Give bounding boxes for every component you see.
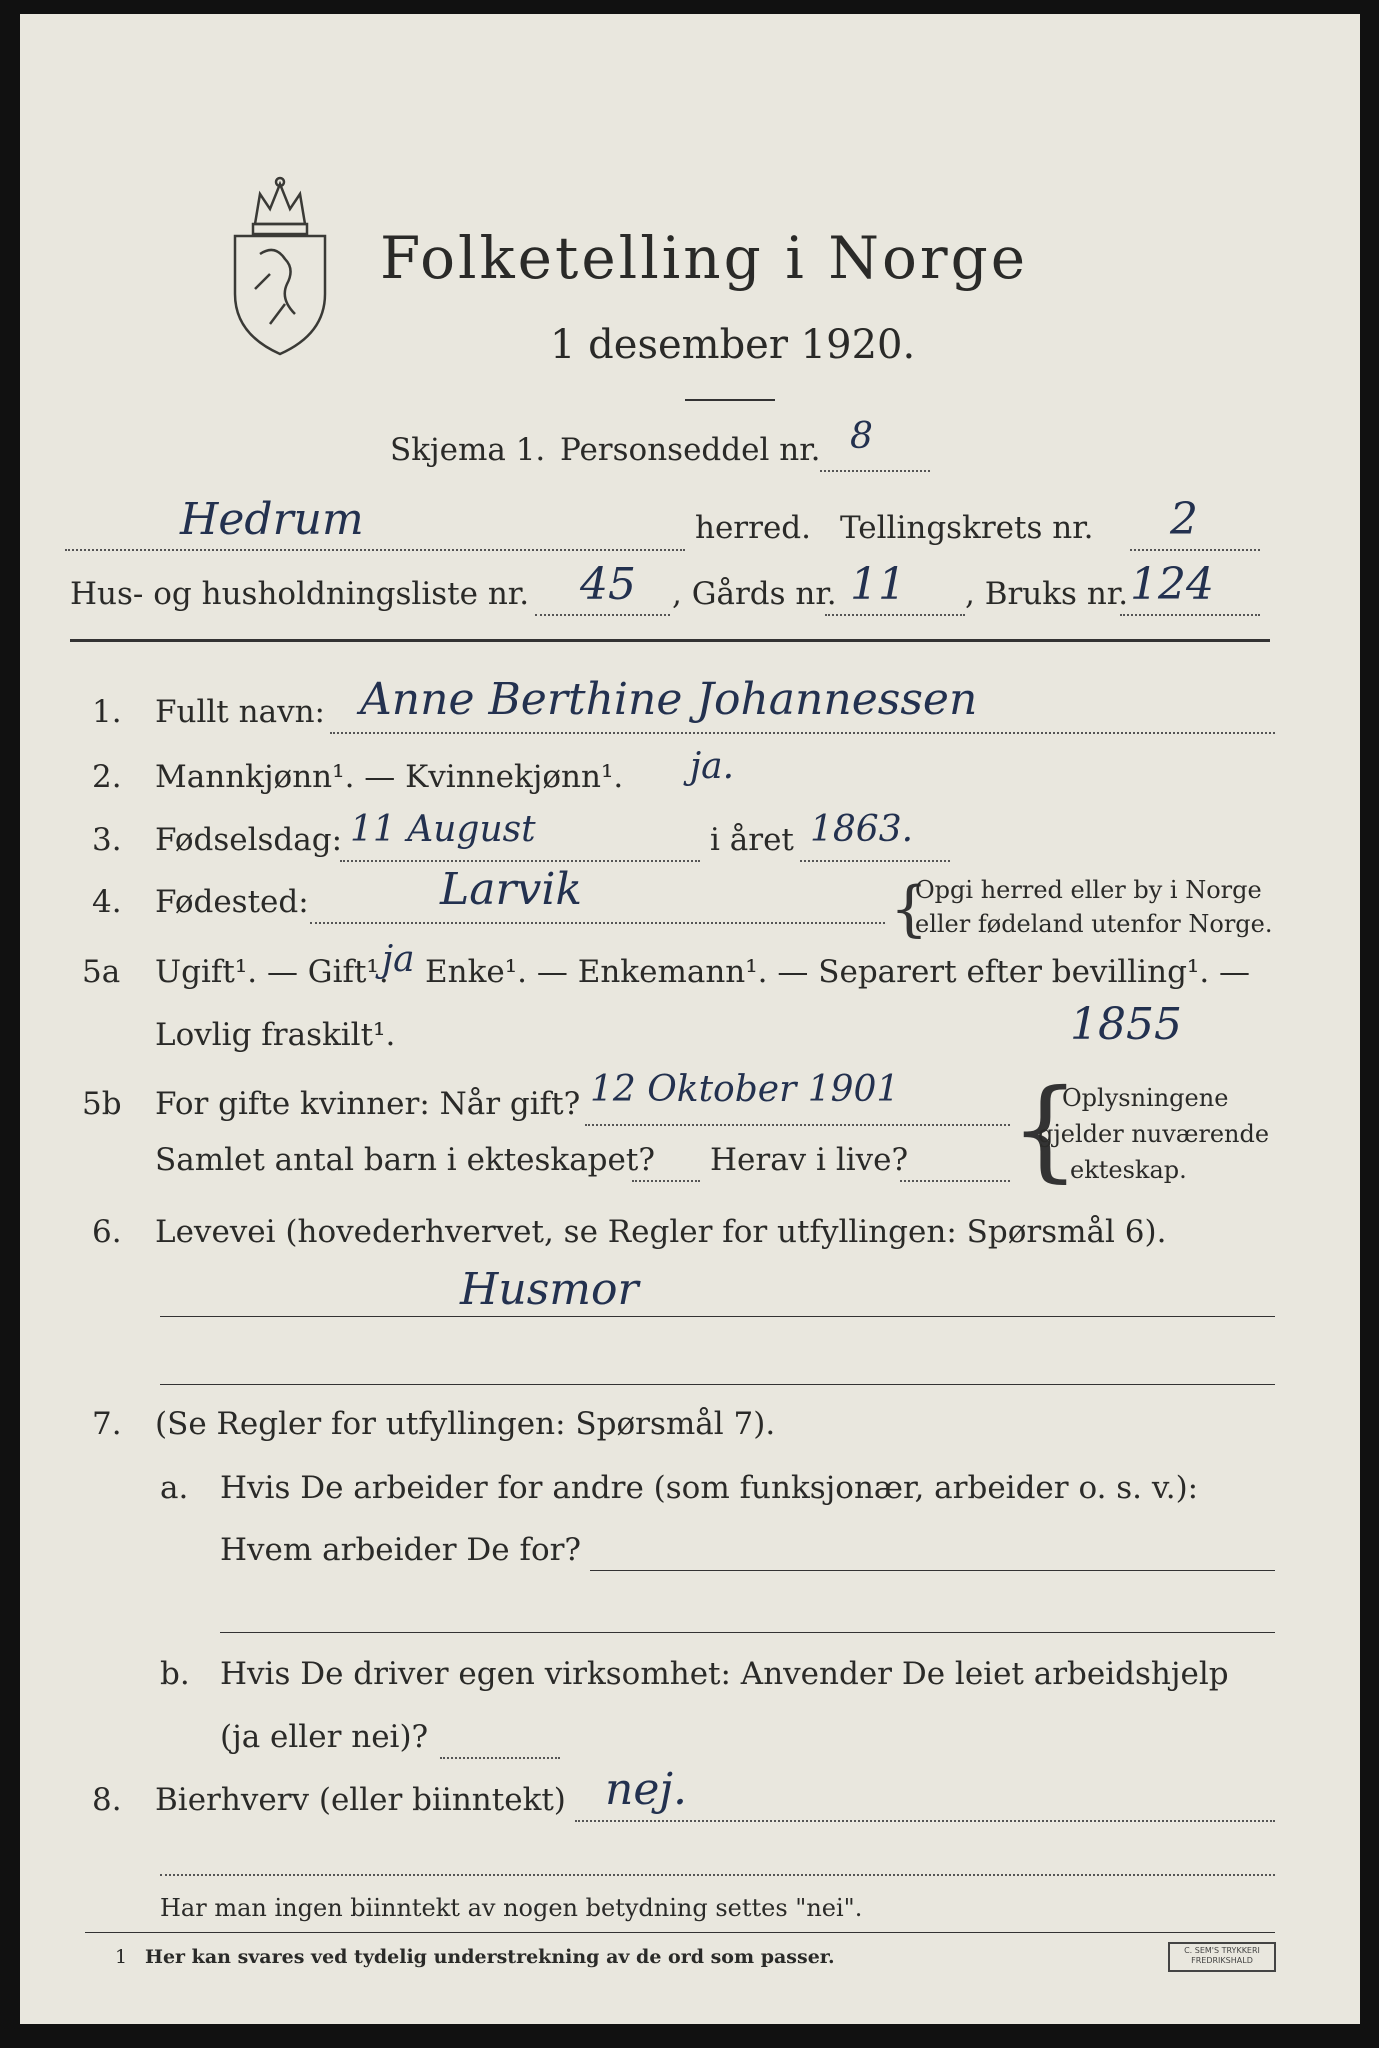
q5b-children-line [632, 1180, 700, 1182]
norway-lion-crest-icon [225, 174, 335, 359]
q3-label: Fødselsdag: [155, 822, 343, 858]
q7b-number: b. [160, 1656, 190, 1692]
q5b-alive-line [900, 1180, 1010, 1182]
q3-line [340, 860, 700, 862]
q7-number: 7. [92, 1406, 122, 1442]
q7b-label-2: (ja eller nei)? [220, 1719, 429, 1755]
q6-label: Levevei (hovederhvervet, se Regler for utfyllingen: Spørsmål 6). [155, 1214, 1167, 1250]
tellingskrets-label: Tellingskrets nr. [840, 510, 1094, 546]
q7b-label: Hvis De driver egen virksomhet: Anvender De leiet arbeidshjelp [220, 1656, 1229, 1692]
q5a-label-3: Lovlig fraskilt¹. [155, 1017, 396, 1053]
q5b-number: 5b [82, 1086, 122, 1122]
q7b-line [440, 1757, 560, 1759]
q6-value: Husmor [460, 1264, 639, 1315]
q8-value: nej. [605, 1764, 688, 1815]
q8-note: Har man ingen biinntekt av nogen betydning settes "nei". [160, 1894, 863, 1922]
q7a-number: a. [160, 1470, 189, 1506]
q5b-brace: { [1010, 1065, 1080, 1193]
q5b-note-2: gjelder nuværende [1038, 1120, 1270, 1148]
q1-line [330, 732, 1275, 734]
q7-label: (Se Regler for utfyllingen: Spørsmål 7). [155, 1406, 776, 1442]
q2-number: 2. [92, 759, 122, 795]
personseddel-label: Personseddel nr. [560, 432, 821, 468]
q5b-note-3: ekteskap. [1070, 1156, 1187, 1184]
q4-label: Fødested: [155, 884, 309, 920]
herred-label: herred. [695, 510, 811, 546]
q7a-label-2: Hvem arbeider De for? [220, 1532, 582, 1568]
q5b-label-3: Herav i live? [710, 1142, 909, 1178]
husliste-line [535, 614, 670, 616]
q4-line [310, 922, 885, 924]
q6-number: 6. [92, 1214, 122, 1250]
header-divider [70, 639, 1270, 642]
q1-number: 1. [92, 694, 122, 730]
q5a-value: ja [382, 939, 415, 980]
q8-label: Bierhverv (eller biinntekt) [155, 1782, 566, 1818]
printer-stamp: C. SEM'S TRYKKERI FREDRIKSHALD [1168, 1942, 1276, 1972]
husliste-value: 45 [580, 559, 636, 610]
q8-number: 8. [92, 1782, 122, 1818]
q5b-note-1: Oplysningene [1062, 1084, 1229, 1112]
q4-number: 4. [92, 884, 122, 920]
footnote-text: Her kan svares ved tydelig understrekning av de ord som passer. [145, 1946, 835, 1968]
form-title: Folketelling i Norge [380, 224, 1029, 292]
q3-year-line [800, 860, 950, 862]
form-date: 1 desember 1920. [550, 322, 916, 368]
footer-divider [85, 1932, 1275, 1933]
bruks-label: , Bruks nr. [965, 576, 1129, 612]
bruks-line [1120, 614, 1260, 616]
q5b-label-2: Samlet antal barn i ekteskapet? [155, 1142, 655, 1178]
gards-line [825, 614, 965, 616]
census-form-page [20, 14, 1360, 2024]
q5b-line [585, 1124, 1010, 1126]
schema-label: Skjema 1. [390, 432, 546, 468]
q3-value: 11 August [350, 809, 536, 850]
q7a-line-2 [220, 1632, 1275, 1633]
q3-year-label: i året [710, 822, 794, 858]
herred-line [65, 549, 685, 551]
q6-line-2 [160, 1384, 1275, 1385]
q7a-line-1 [590, 1570, 1275, 1571]
q2-value: ja. [690, 746, 735, 787]
q3-number: 3. [92, 822, 122, 858]
herred-value: Hedrum [180, 494, 364, 545]
tellingskrets-value: 2 [1170, 494, 1198, 545]
q4-note-1: Opgi herred eller by i Norge [915, 876, 1262, 904]
q5b-value: 12 Oktober 1901 [590, 1069, 900, 1110]
q4-note-2: eller fødeland utenfor Norge. [915, 910, 1273, 938]
q1-label: Fullt navn: [155, 694, 325, 730]
q5b-label: For gifte kvinner: Når gift? [155, 1086, 581, 1122]
q8-line-1 [575, 1820, 1275, 1822]
personseddel-value: 8 [850, 416, 873, 457]
tellingskrets-line [1130, 549, 1260, 551]
q5a-number: 5a [82, 954, 121, 990]
q8-line-2 [160, 1874, 1275, 1876]
q3-year-value: 1863. [810, 809, 914, 850]
personseddel-line [820, 470, 930, 472]
title-divider [685, 399, 775, 401]
gards-value: 11 [850, 559, 906, 610]
q6-line-1 [160, 1316, 1275, 1317]
q4-value: Larvik [440, 864, 583, 915]
q7a-label: Hvis De arbeider for andre (som funksjonær, arbeider o. s. v.): [220, 1470, 1199, 1506]
q2-label: Mannkjønn¹. — Kvinnekjønn¹. [155, 759, 624, 795]
q5a-label-1: Ugift¹. — Gift¹. [155, 954, 389, 990]
q4-brace: { [890, 874, 929, 944]
bruks-value: 124 [1130, 559, 1214, 610]
q1-value: Anne Berthine Johannessen [360, 674, 978, 725]
husliste-label: Hus- og husholdningsliste nr. [70, 576, 530, 612]
footnote-mark: 1 [115, 1946, 128, 1968]
q5a-label-2: Enke¹. — Enkemann¹. — Separert efter bevilling¹. — [425, 954, 1251, 990]
q5a-side-value: 1855 [1070, 999, 1182, 1050]
gards-label: , Gårds nr. [672, 576, 837, 612]
